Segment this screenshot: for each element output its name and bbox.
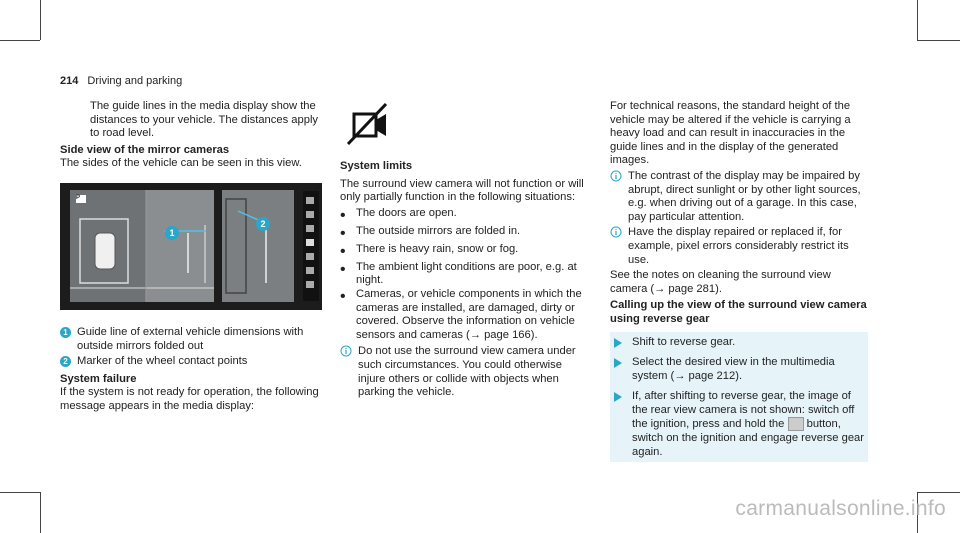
step-text-post: button, switch on the ignition and engage reverse gear again. [632,418,864,458]
sidebar-icon [306,253,314,260]
column-1 [60,100,322,414]
list-item [340,225,590,243]
crop-mark [40,492,41,533]
sidebar-icon [306,225,314,232]
crop-mark [40,0,41,40]
info-note-text: Have the display repaired or replaced if, for example, pixel errors considerably restrict its use. [628,226,849,266]
system-failure-heading: System failure [60,372,137,385]
step-arrow-icon [614,358,622,368]
column-2 [340,100,590,400]
bullet [340,243,350,261]
legend-number: 1 [60,327,71,338]
side-view-text: The sides of the vehicle can be seen in this view. [60,157,302,170]
list-item [340,261,590,288]
info-icon [610,226,622,238]
camera-view-graphic [60,183,322,310]
page-header [60,75,182,87]
watermark: carmanualsonline.info [735,497,946,520]
screen-sidebar [306,197,314,288]
list-item-text: Cameras, or vehicle components in which the cameras are installed, are damaged, dirty or covered. Observe the information on vehicle sensors and cameras (→ page 166). [356,287,582,341]
crop-mark [0,492,40,493]
step-text: Select the desired view in the multimedia system (→ page 212). [632,356,835,382]
sidebar-icon [306,211,314,218]
crop-mark [917,0,918,40]
bullet [340,207,350,225]
bullet [340,225,350,243]
marker-1: 1 [165,226,179,240]
legend-item [60,355,322,369]
crop-mark [0,40,40,41]
camera-off-icon [344,102,394,148]
intro-text: The guide lines in the media display show the distances to your vehicle. The distances apply to road level. [90,100,319,140]
info-note [610,226,868,267]
step-item [610,386,868,462]
camera-screen-image [60,183,322,310]
info-note [610,170,868,224]
list-item-text: There is heavy rain, snow or fog. [356,242,519,255]
step-item [610,352,868,386]
crop-mark [917,40,960,41]
list-item [340,207,590,225]
step-text-pre: If, after shifting to reverse gear, the image of the rear view camera is not shown: switch off the ignition, press and hold the [632,390,855,431]
bullet [340,288,350,342]
list-item [340,288,590,342]
sidebar-icon [306,197,314,204]
step-text [632,390,868,459]
list-item-text: The ambient light conditions are poor, e.g. at night. [356,260,577,287]
bullet [340,261,350,288]
system-limits-text: The surround view camera will not function or will only partially function in the following situations: [340,177,584,204]
info-note [340,345,590,399]
cleaning-reference: See the notes on cleaning the surround view camera (→ page 281). [610,269,831,295]
step-arrow-icon [614,392,622,402]
calling-up-heading: Calling up the view of the surround view camera using reverse gear [610,299,867,325]
legend-item [60,326,322,353]
height-note-text: For technical reasons, the standard height of the vehicle may be altered if the vehicle is carrying a heavy load and can result in inaccuracies in the guide lines and in the display of the generated images. [610,100,851,167]
sidebar-icon [306,267,314,274]
info-icon [340,345,352,357]
step-text: Shift to reverse gear. [632,335,736,348]
info-note-text: Do not use the surround view camera under such circumstances. You could otherwise injure others or collide with objects when parking the vehicle. [358,345,576,399]
step-arrow-icon [614,338,622,348]
system-limits-heading: System limits [340,160,413,172]
list-item-text: The outside mirrors are folded in. [356,224,521,237]
column-3 [610,100,868,462]
crop-mark [917,492,960,493]
limits-list [340,207,590,343]
system-failure-text: If the system is not ready for operation, the following message appears in the media display: [60,386,319,412]
sidebar-icon [306,281,314,288]
list-item [340,243,590,261]
page-number: 214 [60,75,79,87]
info-note-text: The contrast of the display may be impaired by abrupt, direct sunlight or by other light sources, e.g. when driving out of a garage. In this case, pay particular attention. [628,169,861,223]
legend-list [60,326,322,369]
legend-number: 2 [60,356,71,367]
section-title: Driving and parking [87,75,183,87]
camera-button-icon [788,417,804,431]
sidebar-icon [306,239,314,246]
info-icon [610,170,622,182]
step-item [610,332,868,353]
side-view-heading: Side view of the mirror cameras [60,143,230,156]
instruction-steps [610,332,868,463]
legend-text: Marker of the wheel contact points [77,355,248,368]
park-label: P [76,194,81,201]
list-item-text: The doors are open. [356,206,457,219]
legend-text: Guide line of external vehicle dimensions with outside mirrors folded out [77,325,304,352]
marker-2: 2 [256,217,270,231]
